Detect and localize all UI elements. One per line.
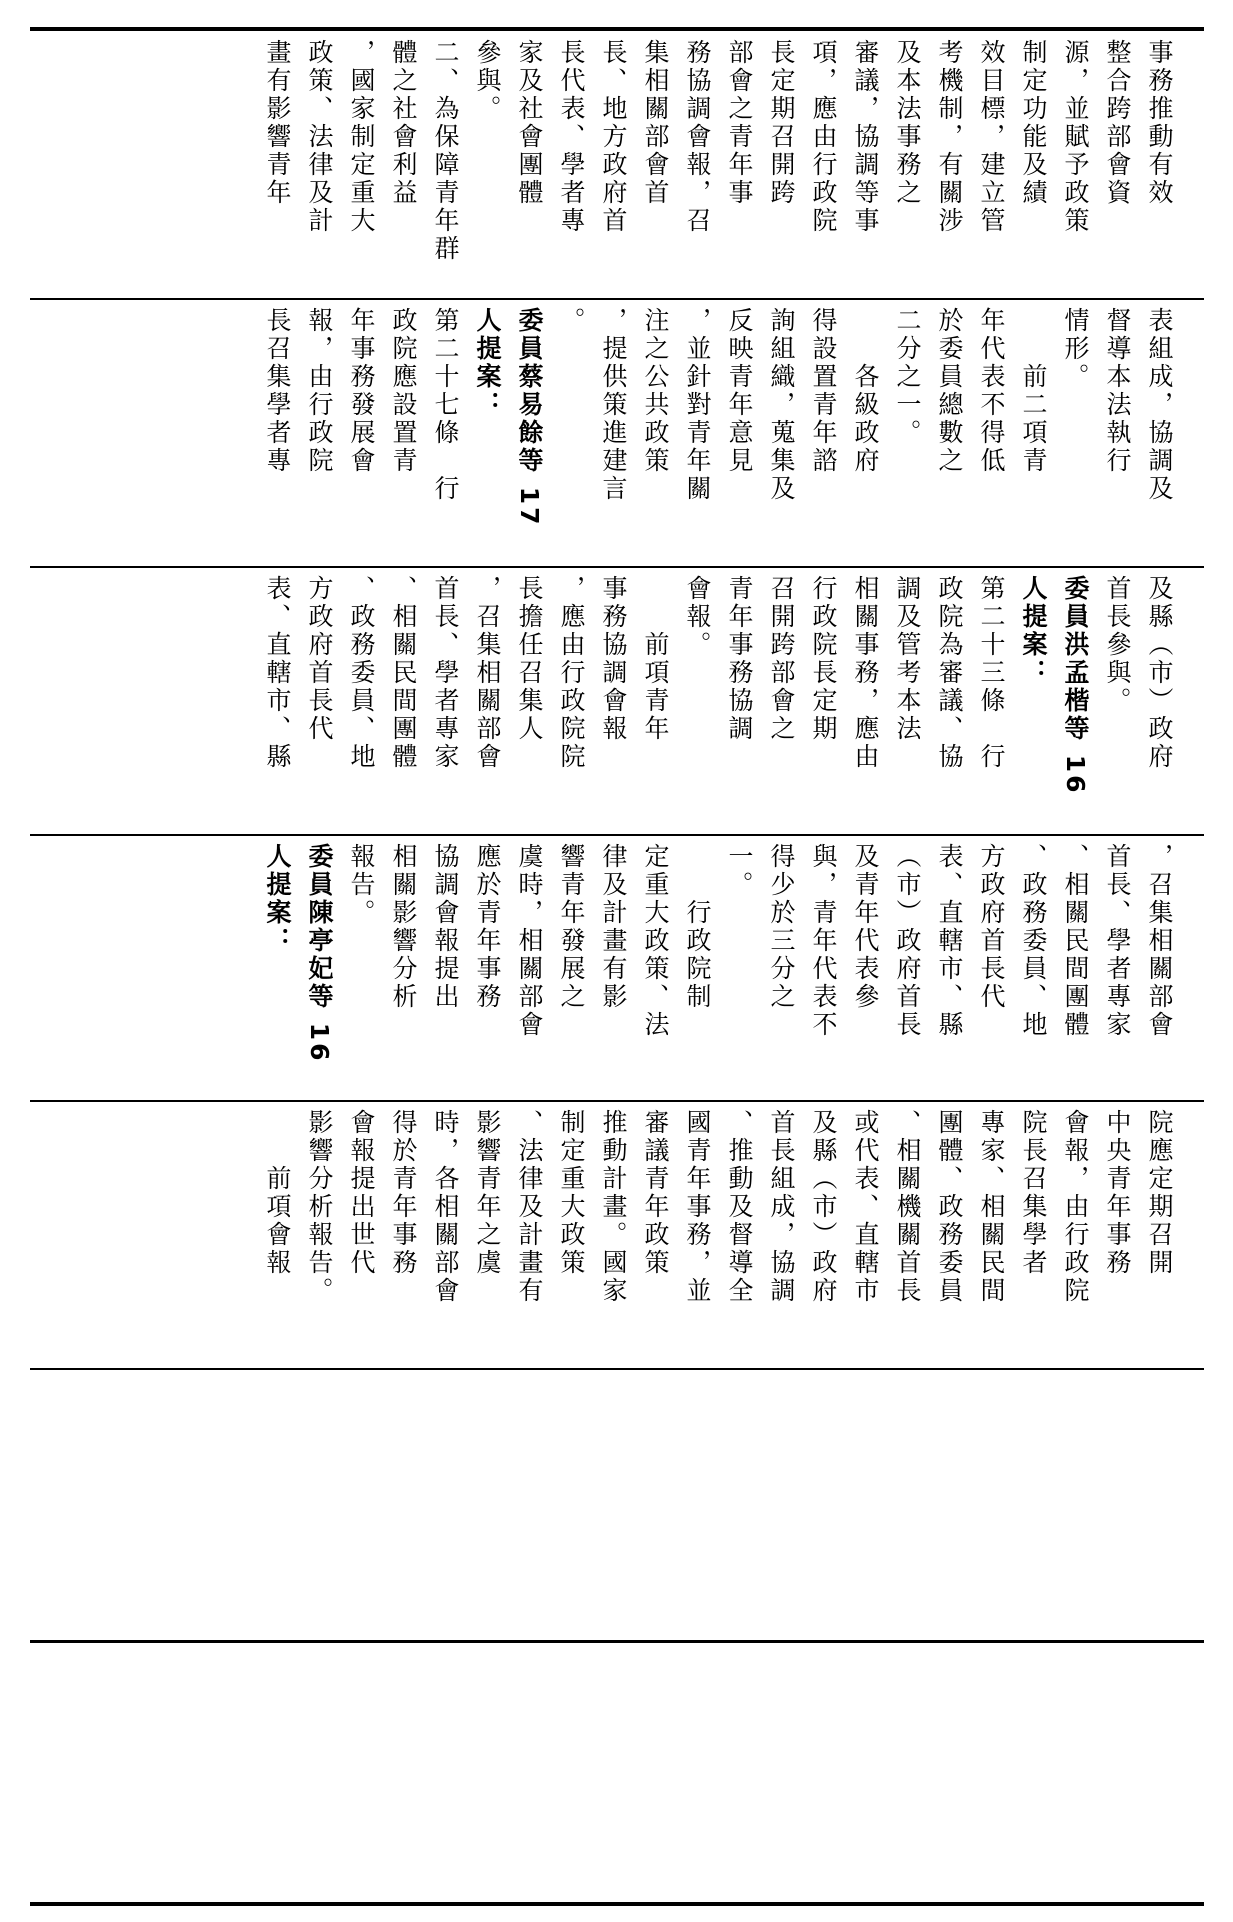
text-line: 表組成，協調及 (1145, 307, 1174, 503)
text-line: ，國家制定重大 (347, 39, 376, 235)
text-line: 各級政府 (851, 307, 880, 475)
text-line: 、相關民間團體 (1061, 843, 1090, 1039)
text-line: 及縣（市）政府 (1145, 575, 1174, 771)
tier-2-text (30, 299, 1204, 568)
text-line: 團體、政務委員 (935, 1109, 964, 1305)
text-line: 參與。 (473, 39, 502, 123)
text-line: 協調會報提出 (431, 843, 460, 1011)
text-line: 應於青年事務 (473, 843, 502, 1011)
text-line: 源，並賦予政策 (1061, 39, 1090, 235)
text-line: 召開跨部會之 (767, 575, 796, 743)
text-line: 前項青年 (641, 575, 670, 743)
text-line: ，召集相關部會 (473, 575, 502, 771)
text-line: 部會之青年事 (725, 39, 754, 207)
text-line: 表、直轄市、縣 (263, 575, 292, 771)
tier-3-text (30, 567, 1204, 836)
text-line: 一。 (725, 843, 754, 899)
proposer-label: 人提案： (263, 843, 292, 955)
text-line: 、政務委員、地 (1019, 843, 1048, 1039)
proposer-label: 委員洪孟楷等 16 (1061, 575, 1090, 796)
text-line: 行政院制 (683, 843, 712, 1011)
text-line: 虞時，相關部會 (515, 843, 544, 1039)
text-line: 家及社會團體 (515, 39, 544, 207)
text-line: 前項會報 (263, 1109, 292, 1277)
text-line: 首長、學者專家 (431, 575, 460, 771)
text-line: 方政府首長代 (977, 843, 1006, 1011)
text-line: 、法律及計畫有 (515, 1109, 544, 1305)
text-line: 注之公共政策 (641, 307, 670, 475)
text-line: 、相關民間團體 (389, 575, 418, 771)
text-line: 首長、學者專家 (1103, 843, 1132, 1039)
text-line: 長代表、學者專 (557, 39, 586, 235)
text-line: 院長召集學者 (1019, 1109, 1048, 1277)
text-line: 及青年代表參 (851, 843, 880, 1011)
text-line: 長定期召開跨 (767, 39, 796, 207)
text-line: 年代表不得低 (977, 307, 1006, 475)
text-line: 二、為保障青年群 (431, 39, 460, 263)
text-line: 體之社會利益 (389, 39, 418, 207)
text-tier-3 (30, 567, 1204, 836)
text-line: 第二十三條 行 (977, 575, 1006, 771)
text-line: 、政務委員、地 (347, 575, 376, 771)
text-line: 影響青年之虞 (473, 1109, 502, 1277)
text-line: 務協調會報，召 (683, 39, 712, 235)
text-line: 於委員總數之 (935, 307, 964, 475)
text-line: 考機制，有關涉 (935, 39, 964, 235)
text-line: 長擔任召集人 (515, 575, 544, 743)
text-line: 報告。 (347, 843, 376, 927)
text-line: ，提供策進建言 (599, 307, 628, 503)
text-line: 制定功能及績 (1019, 39, 1048, 207)
text-line: 首長組成，協調 (767, 1109, 796, 1305)
text-line: 專家、相關民間 (977, 1109, 1006, 1305)
text-line: 得於青年事務 (389, 1109, 418, 1277)
lower-rule (30, 1640, 1204, 1643)
text-line: 事務協調會報 (599, 575, 628, 743)
section-rule (30, 1368, 1204, 1370)
proposer-label: 委員蔡易餘等 17 (515, 307, 544, 528)
text-line: 調及管考本法 (893, 575, 922, 743)
text-line: 及本法事務之 (893, 39, 922, 207)
text-line: 政策、法律及計 (305, 39, 334, 235)
text-line: 行政院長定期 (809, 575, 838, 743)
text-line: 事務推動有效 (1145, 39, 1174, 207)
text-line: 與，青年代表不 (809, 843, 838, 1039)
text-line: 得少於三分之 (767, 843, 796, 1011)
text-line: 第二十七條 行 (431, 307, 460, 503)
proposer-label: 人提案： (1019, 575, 1048, 687)
text-line: 督導本法執行 (1103, 307, 1132, 475)
text-tier-4 (30, 835, 1204, 1104)
proposer-label: 委員陳亭妃等 16 (305, 843, 334, 1064)
text-line: 政院為審議、協 (935, 575, 964, 771)
text-tier-5 (30, 1101, 1204, 1370)
text-line: 審議，協調等事 (851, 39, 880, 235)
text-line: 定重大政策、法 (641, 843, 670, 1039)
text-line: ，應由行政院院 (557, 575, 586, 771)
text-line: 時，各相關部會 (431, 1109, 460, 1305)
text-line: 方政府首長代 (305, 575, 334, 743)
text-line: 二分之一。 (893, 307, 922, 447)
text-line: 報，由行政院 (305, 307, 334, 475)
text-line: 及縣（市）政府 (809, 1109, 838, 1305)
text-line: ，並針對青年關 (683, 307, 712, 503)
text-line: 集相關部會首 (641, 39, 670, 207)
text-line: 年事務發展會 (347, 307, 376, 475)
text-line: 律及計畫有影 (599, 843, 628, 1011)
text-line: 政院應設置青 (389, 307, 418, 475)
text-line: 會報。 (683, 575, 712, 659)
text-line: 詢組織，蒐集及 (767, 307, 796, 503)
text-line: （市）政府首長 (893, 843, 922, 1039)
text-line: 整合跨部會資 (1103, 39, 1132, 207)
text-tier-1 (30, 31, 1204, 300)
text-line: 或代表、直轄市 (851, 1109, 880, 1305)
text-line: 制定重大政策 (557, 1109, 586, 1277)
text-tier-2 (30, 299, 1204, 568)
text-line: 青年事務協調 (725, 575, 754, 743)
text-line: 院應定期召開 (1145, 1109, 1174, 1277)
text-line: 情形。 (1061, 307, 1090, 391)
text-line: 效目標，建立管 (977, 39, 1006, 235)
text-line: 長召集學者專 (263, 307, 292, 475)
text-line: 、相關機關首長 (893, 1109, 922, 1305)
text-line: 相關事務，應由 (851, 575, 880, 771)
text-line: 。 (557, 307, 586, 335)
text-line: 長、地方政府首 (599, 39, 628, 235)
text-line: 前二項青 (1019, 307, 1048, 475)
text-line: 相關影響分析 (389, 843, 418, 1011)
tier-4-text (30, 835, 1204, 1104)
text-line: 、推動及督導全 (725, 1109, 754, 1305)
text-line: 畫有影響青年 (263, 39, 292, 207)
text-line: 會報，由行政院 (1061, 1109, 1090, 1305)
tier-1-text (30, 31, 1204, 300)
text-line: 國青年事務，並 (683, 1109, 712, 1305)
proposer-label: 人提案： (473, 307, 502, 419)
text-line: 得設置青年諮 (809, 307, 838, 475)
text-line: 審議青年政策 (641, 1109, 670, 1277)
text-line: 響青年發展之 (557, 843, 586, 1011)
text-line: 中央青年事務 (1103, 1109, 1132, 1277)
text-line: 會報提出世代 (347, 1109, 376, 1277)
text-line: ，召集相關部會 (1145, 843, 1174, 1039)
bottom-rule (30, 1902, 1204, 1906)
tier-5-text (30, 1101, 1204, 1370)
text-line: 項，應由行政院 (809, 39, 838, 235)
text-line: 反映青年意見 (725, 307, 754, 475)
text-line: 推動計畫。國家 (599, 1109, 628, 1305)
text-line: 影響分析報告。 (305, 1109, 334, 1305)
text-line: 表、直轄市、縣 (935, 843, 964, 1039)
text-line: 首長參與。 (1103, 575, 1132, 715)
